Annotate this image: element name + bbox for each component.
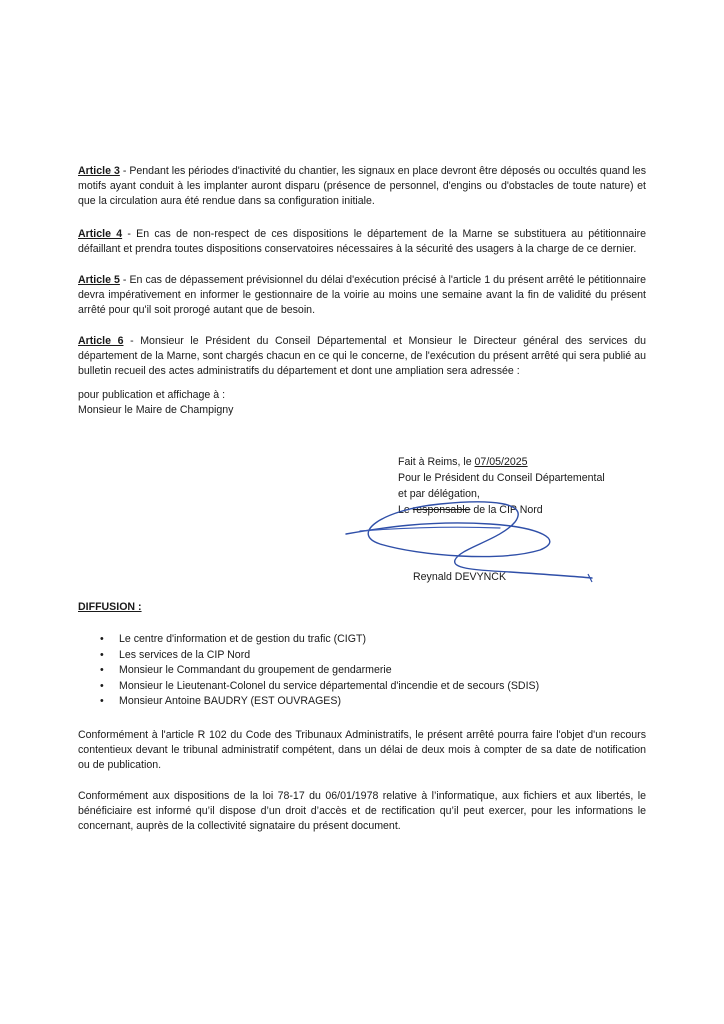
diffusion-item-text: Monsieur le Lieutenant-Colonel du service départemental d'incendie et de secours (SDIS) [119,679,540,692]
diffusion-item-text: Monsieur le Commandant du groupement de gendarmerie [119,664,392,676]
bullet-icon: • [100,695,104,707]
article-6 [78,334,646,379]
diffusion-item-text: Monsieur Antoine BAUDRY (EST OUVRAGES) [119,695,341,707]
bullet-icon: • [100,679,104,692]
article-6-text: - Monsieur le Président du Conseil Départemental et Monsieur le Directeur général des services du département de la Marne, sont chargés chacun en ce qui le concerne, de l'exécution du présent arrêté qui sera publié au bulletin recueil des actes administratifs du département et dont une ampliation sera adressée : [78,335,647,377]
article-4-label: Article 4 [78,228,123,240]
bullet-icon: • [100,633,104,645]
legal-informatique-text: Conformément aux dispositions de la loi 78-17 du 06/01/1978 relative à l’informatique, aux fichiers et aux libertés, le bénéficiaire est informé qu’il dispose d’un droit d’accès et de rectification qu’il peut exercer, pour les informations le concernant, auprès de la collectivité signataire du présent document. [78,790,646,832]
diffusion-item [78,648,539,664]
signature-line-4-strike: responsable [412,504,471,516]
signature-line-2: Pour le Président du Conseil Départemental [398,472,605,484]
article-5 [78,273,646,318]
diffusion-item [78,679,539,695]
diffusion-item-text: Le centre d'information et de gestion du trafic (CIGT) [119,633,366,645]
publication-block [78,388,646,418]
signature-line-3: et par délégation, [398,488,480,500]
article-4 [78,227,646,257]
signature-line-4a: Le [398,504,413,516]
bullet-icon: • [100,664,104,676]
article-5-text: - En cas de dépassement prévisionnel du délai d'exécution précisé à l'article 1 du présent arrêté le pétitionnaire devra impérativement en informer le gestionnaire de la voirie au moins une semaine avant la fin de validité du présent arrêté pour qu'il soit prorogé autant que de besoin. [78,274,646,316]
legal-recourse-text: Conformément à l'article R 102 du Code des Tribunaux Administratifs, le présent arrêté pourra faire l'objet d'un recours contentieux devant le tribunal administratif compétent, dans un délai de deux mois à compter de sa date de notification ou de publication. [78,729,646,771]
article-5-label: Article 5 [78,274,120,286]
publication-line-1: pour publication et affichage à : [78,389,226,401]
diffusion-title: DIFFUSION : [78,601,142,613]
article-3-text: - Pendant les périodes d'inactivité du chantier, les signaux en place devront être déposés ou occultés quand les motifs ayant conduit à les implanter auront disparu (présence de personnel, d'engins ou d'obstacles de toute nature) et que la circulation aura été rendue dans sa configuration initiale. [78,165,646,207]
legal-informatique [78,789,646,834]
article-3 [78,164,646,209]
legal-recourse [78,728,646,773]
signature-place-date [398,454,658,470]
diffusion-item [78,694,539,710]
signatory-name: Reynald DEVYNCK [413,571,507,583]
diffusion-item [78,663,539,679]
article-6-label: Article 6 [78,335,124,347]
bullet-icon: • [100,648,104,661]
article-3-label: Article 3 [78,165,120,177]
publication-line-2: Monsieur le Maire de Champigny [78,404,234,416]
diffusion-item-text: Les services de la CIP Nord [119,648,251,661]
signature-line-4b: de la CIP Nord [470,504,543,516]
signature-place: Fait à Reims, le [398,456,475,468]
signature-date: 07/05/2025 [474,456,528,468]
signature-stroke-loop [346,502,592,578]
article-4-text: - En cas de non-respect de ces dispositions le département de la Marne se substituera au pétitionnaire défaillant et prendra toutes dispositions conservatoires nécessaires à la sécurité des usagers à la charge de ce dernier. [78,228,646,255]
diffusion-list [78,632,539,710]
diffusion-item [78,632,539,648]
